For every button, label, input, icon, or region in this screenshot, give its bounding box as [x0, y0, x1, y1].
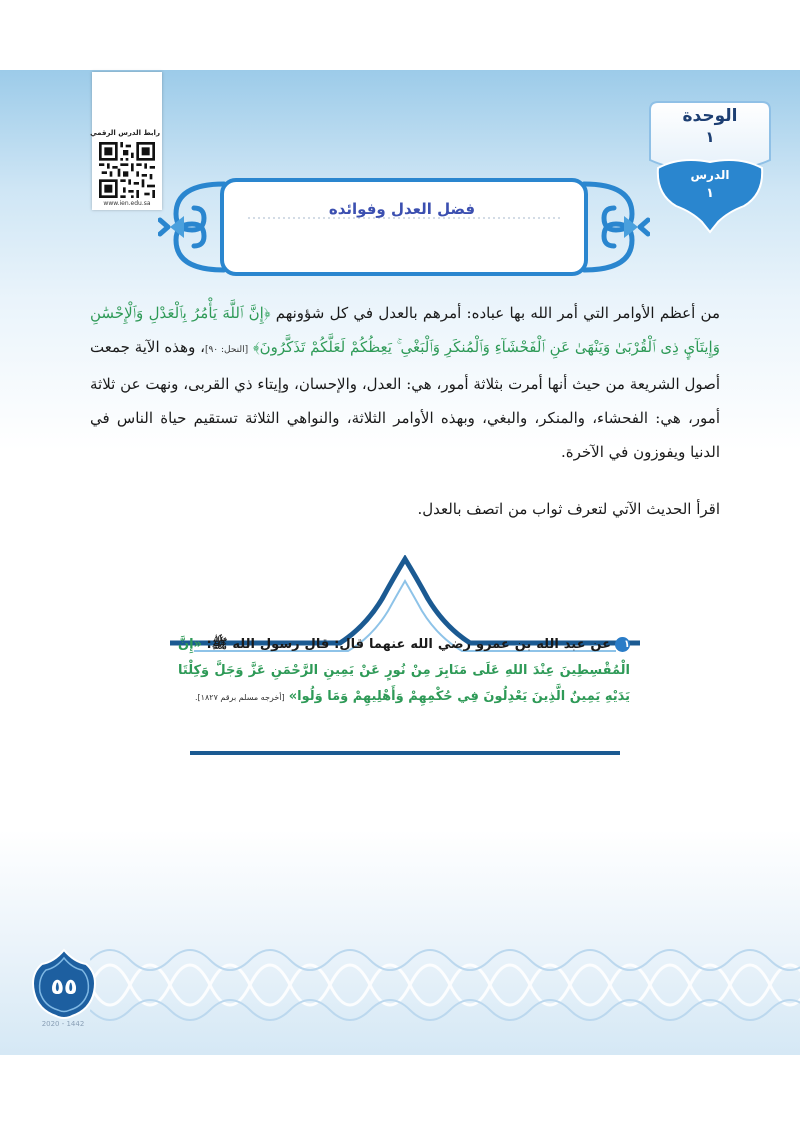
- hadith-narration: عن عبد الله بن عمرو رضي الله عنهما قال: قال رسول الله ﷺ:: [206, 637, 611, 652]
- bottom-ornament-band: [90, 930, 800, 1040]
- hadith-text-block: [178, 632, 630, 711]
- explanation-text: ، وهذه الآية جمعت أصول الشريعة من حيث أنها أمرت بثلاثة أمور، هي: العدل، والإحسان، وإيتاء ذي القربى، ونهت عن ثلاثة أمور، هي: الفحشاء، والمنكر، والبغي، وبهذه الأوامر الثلاثة، والنواهي الثلاثة تستقيم حياة الناس في الدنيا ويفوزون في الآخرة.: [90, 338, 720, 461]
- title-frame-ornament: [158, 172, 650, 282]
- unit-number: ١: [705, 128, 715, 146]
- lesson-label: الدرس: [690, 168, 730, 182]
- quran-verse: إِنَّ ٱللَّهَ يَأْمُرُ بِٱلْعَدْلِ وَٱلْإِحْسَٰنِ وَإِيتَآيِٕ ذِى ٱلْقُرْبَىٰ وَيَنْهَىٰ عَنِ ٱلْفَحْشَآءِ وَٱلْمُنكَرِ وَٱلْبَغْىِ ۚ يَعِظُكُمْ لَعَلَّكُمْ تَذَكَّرُونَ: [90, 304, 720, 356]
- hadith-number-badge: ١: [615, 637, 630, 652]
- page-number: ٥٥: [50, 975, 78, 1000]
- bottom-margin: [0, 1055, 800, 1131]
- hadith-quote: «إِنَّ الْمُقْسِطِينَ عِنْدَ اللهِ عَلَى مَنَابِرَ مِنْ نُورٍ عَنْ يَمِينِ الرَّحْمَنِ عَزَّ وَجَلَّ وَكِلْتَا يَدَيْهِ يَمِينٌ الَّذِينَ يَعْدِلُونَ فِي حُكْمِهِمْ وَأَهْلِيهِمْ وَمَا وَلُوا»: [178, 637, 630, 704]
- verse-reference: [النحل: ٩٠]: [204, 345, 249, 355]
- lesson-number: ١: [706, 186, 714, 201]
- edition-year: 2020 - 1442: [41, 1020, 85, 1028]
- qr-code-icon[interactable]: [99, 142, 155, 198]
- qr-card[interactable]: [92, 72, 162, 210]
- hadith-reference: [أخرجه مسلم برقم ١٨٢٧].: [195, 693, 285, 702]
- qr-label: رابط الدرس الرقمي: [90, 129, 160, 137]
- qr-url[interactable]: www.ien.edu.sa: [103, 200, 151, 207]
- verse-open-bracket: ﴿: [263, 304, 271, 322]
- unit-lesson-badge: [640, 98, 780, 236]
- intro-text: من أعظم الأوامر التي أمر الله بها عباده: أمرهم بالعدل في كل شؤونهم: [275, 304, 720, 322]
- verse-close-bracket: ﴾: [252, 338, 260, 356]
- instruction-text: اقرأ الحديث الآتي لتعرف ثواب من اتصف بالعدل.: [417, 500, 720, 518]
- intro-paragraph: [90, 296, 720, 469]
- lesson-title: فضل العدل وفوائده: [328, 200, 476, 218]
- unit-label: الوحدة: [682, 106, 738, 126]
